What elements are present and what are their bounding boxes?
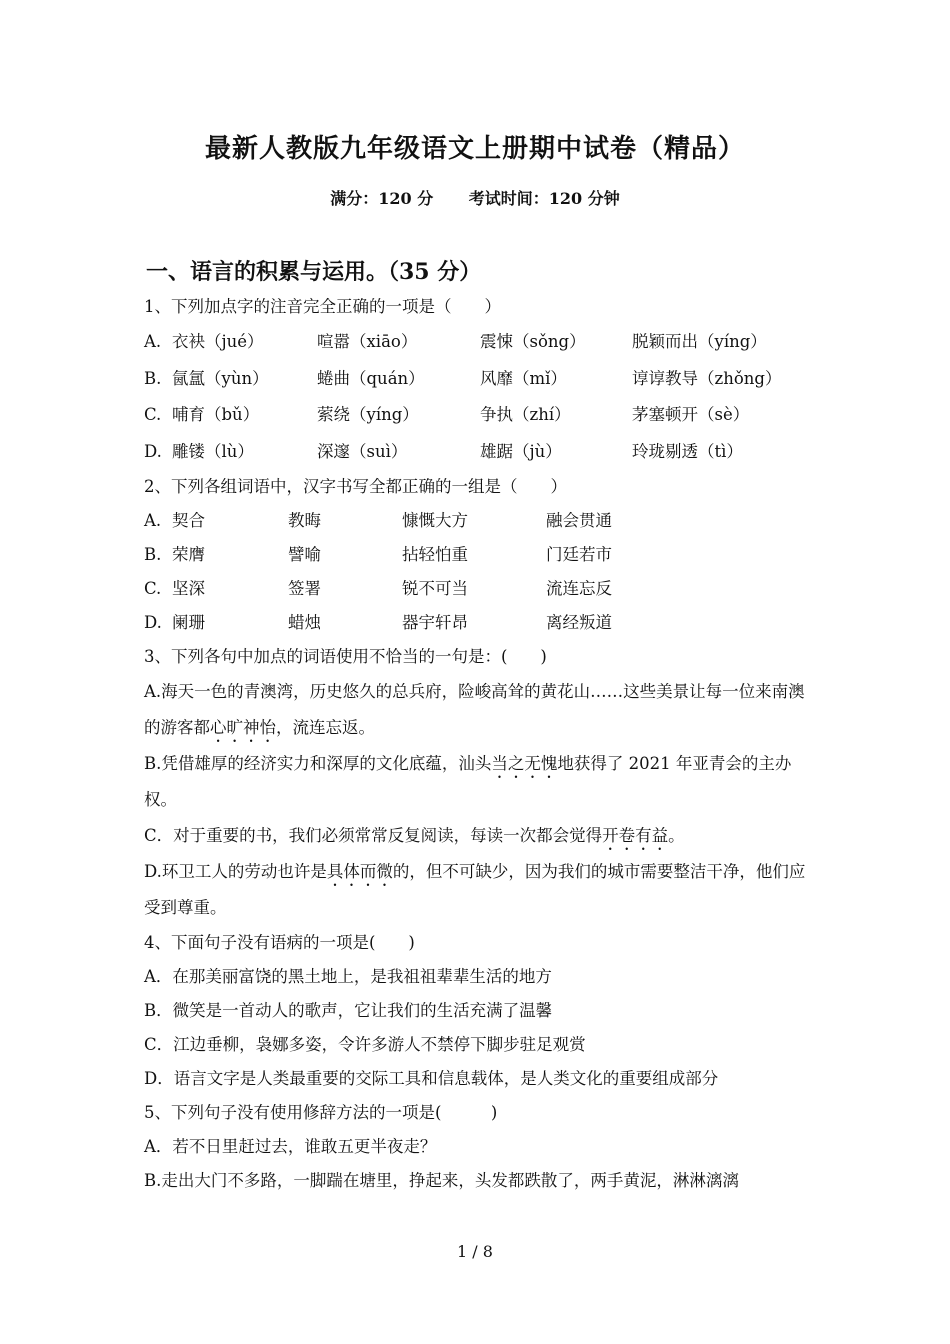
question-3-stem: 3、下列各句中加点的词语使用不恰当的一句是：( ) — [144, 647, 547, 666]
question-5-stem: 5、下列句子没有使用修辞方法的一项是( ) — [144, 1103, 498, 1122]
question-5-option-b: B.走出大门不多路，一脚踹在塘里，挣起来，头发都跌散了，两手黄泥，淋淋漓漓 — [144, 1171, 739, 1190]
question-1-option-c — [144, 397, 814, 434]
option-item: 锐不可当 — [402, 579, 468, 598]
question-1-option-b — [144, 361, 814, 398]
option-item: 衣袂（jué） — [172, 332, 264, 351]
option-item: 雄踞（jù） — [480, 441, 562, 461]
option-item: 拈轻怕重 — [402, 545, 468, 564]
option-item: 茅塞顿开（sè） — [632, 405, 750, 424]
question-2-option-a — [144, 504, 814, 538]
option-item: 谆谆教导（zhǒng） — [632, 368, 782, 388]
question-3-option-a: A.海天一色的青澳湾，历史悠久的总兵府，险峻高耸的黄花山……这些美景让每一位来南澳的游客都心旷神怡，流连忘返。 — [144, 682, 805, 737]
option-item: 玲珑剔透（tì） — [632, 441, 743, 461]
option-item: 契合 — [172, 511, 205, 530]
page-number: 1 / 8 — [457, 1242, 493, 1261]
option-item: 雕镂（lù） — [172, 441, 254, 461]
option-item: 离经叛道 — [546, 613, 612, 632]
question-2-stem: 2、下列各组词语中，汉字书写全都正确的一组是（ ） — [144, 477, 567, 496]
option-item: 坚深 — [172, 579, 205, 598]
option-item: 教晦 — [288, 511, 321, 530]
marked-phrase: 当之无愧 — [491, 754, 558, 773]
option-item: 蜷曲（quán） — [317, 368, 425, 388]
option-item: 阑珊 — [172, 613, 205, 632]
option-label: A. — [144, 332, 162, 351]
option-label: C. — [144, 405, 162, 424]
option-item: 哺育（bǔ） — [172, 405, 260, 424]
question-2-options — [144, 504, 814, 640]
marked-phrase: 开卷有益 — [602, 826, 669, 845]
option-item: 荣膺 — [172, 545, 205, 564]
exam-info — [0, 186, 950, 209]
question-1-option-d — [144, 434, 814, 471]
option-item: 慷慨大方 — [402, 511, 468, 530]
question-2-option-d — [144, 606, 814, 640]
question-2-option-c — [144, 572, 814, 606]
option-label: D. — [144, 613, 162, 632]
section-heading: 一、语言的积累与运用。（35 分） — [146, 259, 482, 285]
page-title: 最新人教版九年级语文上册期中试卷（精品） — [204, 134, 745, 164]
option-item: 氤氲（yùn） — [172, 368, 269, 388]
question-2-option-b — [144, 538, 814, 572]
option-item: 器宇轩昂 — [402, 613, 468, 632]
option-item: 蜡烛 — [288, 613, 321, 632]
option-item: 签署 — [288, 579, 321, 598]
question-1-option-a — [144, 324, 814, 361]
option-label: A. — [144, 511, 162, 530]
option-label: C. — [144, 579, 162, 598]
option-item: 震悚（sǒng） — [480, 332, 586, 351]
option-item: 喧嚣（xiāo） — [317, 332, 418, 351]
option-label: B. — [144, 545, 162, 564]
option-item: 风靡（mǐ） — [480, 368, 567, 388]
option-item: 脱颖而出（yíng） — [632, 332, 767, 351]
marked-phrase: 具体而微 — [326, 862, 393, 881]
question-5-option-a: A．若不日里赶过去，谁敢五更半夜走？ — [144, 1137, 437, 1156]
questions — [144, 290, 814, 1198]
option-item: 譬喻 — [288, 545, 321, 564]
question-3-option-c: C．对于重要的书，我们必须常常反复阅读，每读一次都会觉得开卷有益。 — [144, 826, 685, 845]
option-item: 门廷若市 — [546, 545, 612, 564]
option-label: B. — [144, 368, 162, 388]
option-item: 融会贯通 — [546, 511, 612, 530]
question-4-option-d: D．语言文字是人类最重要的交际工具和信息载体，是人类文化的重要组成部分 — [144, 1069, 719, 1088]
full-score: 满分：120 分 — [330, 189, 434, 208]
question-1-stem: 1、下列加点字的注音完全正确的一项是（ ） — [144, 297, 501, 316]
option-item: 流连忘反 — [546, 579, 612, 598]
question-4-option-b: B．微笑是一首动人的歌声，它让我们的生活充满了温馨 — [144, 1001, 553, 1020]
question-3-option-d: D.环卫工人的劳动也许是具体而微的，但不可缺少，因为我们的城市需要整洁干净，他们应受到尊重。 — [144, 862, 806, 917]
option-label: D. — [144, 441, 162, 461]
question-1-options — [144, 324, 814, 470]
question-4-option-a: A．在那美丽富饶的黑土地上，是我祖祖辈辈生活的地方 — [144, 967, 552, 986]
question-3-option-b: B.凭借雄厚的经济实力和深厚的文化底蕴，汕头当之无愧地获得了 2021 年亚青会的主办权。 — [144, 754, 792, 809]
option-item: 深邃（suì） — [317, 441, 408, 461]
exam-time: 考试时间：120 分钟 — [468, 189, 620, 208]
option-item: 争执（zhí） — [480, 405, 571, 424]
marked-phrase: 心旷神怡 — [210, 718, 276, 737]
question-4-stem: 4、下面句子没有语病的一项是( ) — [144, 933, 415, 952]
question-4-option-c: C．江边垂柳，袅娜多姿，令许多游人不禁停下脚步驻足观赏 — [144, 1035, 586, 1054]
option-item: 萦绕（yíng） — [317, 405, 419, 424]
